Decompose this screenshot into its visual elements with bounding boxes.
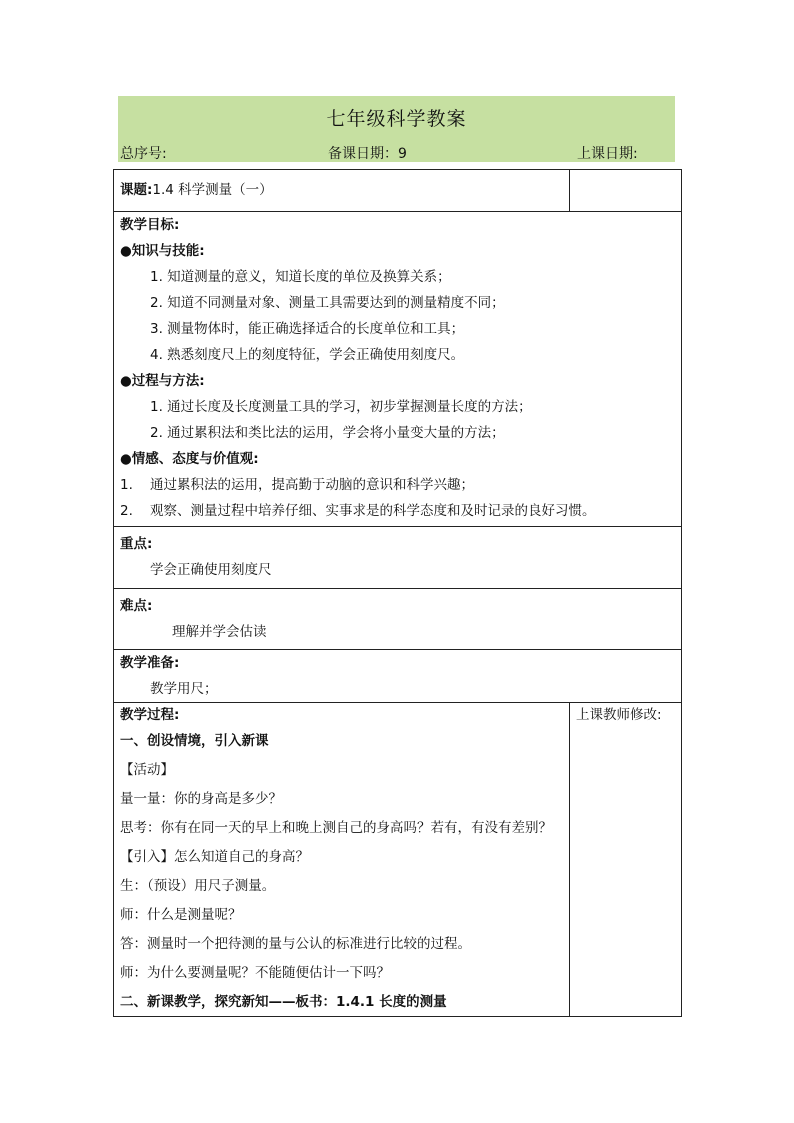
teaching-process-heading: 教学过程: <box>120 707 180 723</box>
emotion-item-number: 1. <box>120 477 133 493</box>
emotion-item-text: 通过累积法的运用，提高勤于动脑的意识和科学兴趣； <box>150 477 474 493</box>
key-points-text: 学会正确使用刻度尺 <box>150 562 272 578</box>
process-line: 二、新课教学，探究新知——板书：1.4.1 长度的测量 <box>120 994 447 1010</box>
serial-label: 总序号: <box>120 146 167 162</box>
key-points-row <box>114 527 682 589</box>
topic-cell <box>114 170 570 212</box>
knowledge-item: 2. 知道不同测量对象、测量工具需要达到的测量精度不同； <box>150 295 505 311</box>
process-line: 思考：你有在同一天的早上和晚上测自己的身高吗？若有，有没有差别？ <box>120 820 552 836</box>
process-line: 答：测量时一个把待测的量与公认的标准进行比较的过程。 <box>120 936 471 952</box>
process-line: 师：什么是测量呢？ <box>120 907 242 923</box>
preparation-text: 教学用尺； <box>150 681 218 697</box>
teaching-process-cell <box>114 703 570 1017</box>
key-points-cell <box>114 527 682 589</box>
prep-date-label: 备课日期：9 <box>328 146 407 162</box>
teacher-notes-cell <box>570 703 682 1017</box>
process-method-item: 2. 通过累积法和类比法的运用，学会将小量变大量的方法； <box>150 425 505 441</box>
preparation-cell <box>114 650 682 703</box>
process-method-item: 1. 通过长度及长度测量工具的学习，初步掌握测量长度的方法； <box>150 399 532 415</box>
topic-label: 课题: <box>120 182 153 198</box>
objectives-row <box>114 212 682 527</box>
process-line: 师：为什么要测量呢？不能随便估计一下吗？ <box>120 965 390 981</box>
objectives-cell <box>114 212 682 527</box>
knowledge-heading: ●知识与技能: <box>120 243 205 259</box>
emotion-heading: ●情感、态度与价值观: <box>120 451 259 467</box>
process-method-heading: ●过程与方法: <box>120 373 205 389</box>
knowledge-item: 3. 测量物体时，能正确选择适合的长度单位和工具； <box>150 321 465 337</box>
emotion-item <box>114 472 681 498</box>
page-title: 七年级科学教案 <box>326 108 467 130</box>
knowledge-item: 1. 知道测量的意义，知道长度的单位及换算关系； <box>150 269 451 285</box>
objectives-heading: 教学目标: <box>120 217 180 233</box>
preparation-heading: 教学准备: <box>120 655 180 671</box>
emotion-item <box>114 498 681 524</box>
teaching-process-row <box>114 703 682 1017</box>
topic-row <box>114 170 682 212</box>
key-points-heading: 重点: <box>120 536 153 552</box>
knowledge-item: 4. 熟悉刻度尺上的刻度特征，学会正确使用刻度尺。 <box>150 347 465 363</box>
process-line: 生：（预设）用尺子测量。 <box>120 878 276 894</box>
class-date-label: 上课日期: <box>577 146 638 162</box>
topic-extra-cell <box>570 170 682 212</box>
difficulties-row <box>114 589 682 650</box>
topic-value: 1.4 科学测量（一） <box>152 182 273 198</box>
teacher-notes-label: 上课教师修改: <box>576 707 662 723</box>
difficulties-heading: 难点: <box>120 598 153 614</box>
emotion-item-number: 2. <box>120 503 133 519</box>
difficulties-text: 理解并学会估读 <box>172 624 267 640</box>
process-line: 量一量：你的身高是多少？ <box>120 791 282 807</box>
preparation-row <box>114 650 682 703</box>
difficulties-cell <box>114 589 682 650</box>
process-line: 一、创设情境，引入新课 <box>120 733 269 749</box>
process-line: 【活动】 <box>120 762 174 778</box>
process-line: 【引入】怎么知道自己的身高？ <box>120 849 309 865</box>
lesson-plan-table <box>113 169 682 1017</box>
emotion-item-text: 观察、测量过程中培养仔细、实事求是的科学态度和及时记录的良好习惯。 <box>150 503 596 519</box>
